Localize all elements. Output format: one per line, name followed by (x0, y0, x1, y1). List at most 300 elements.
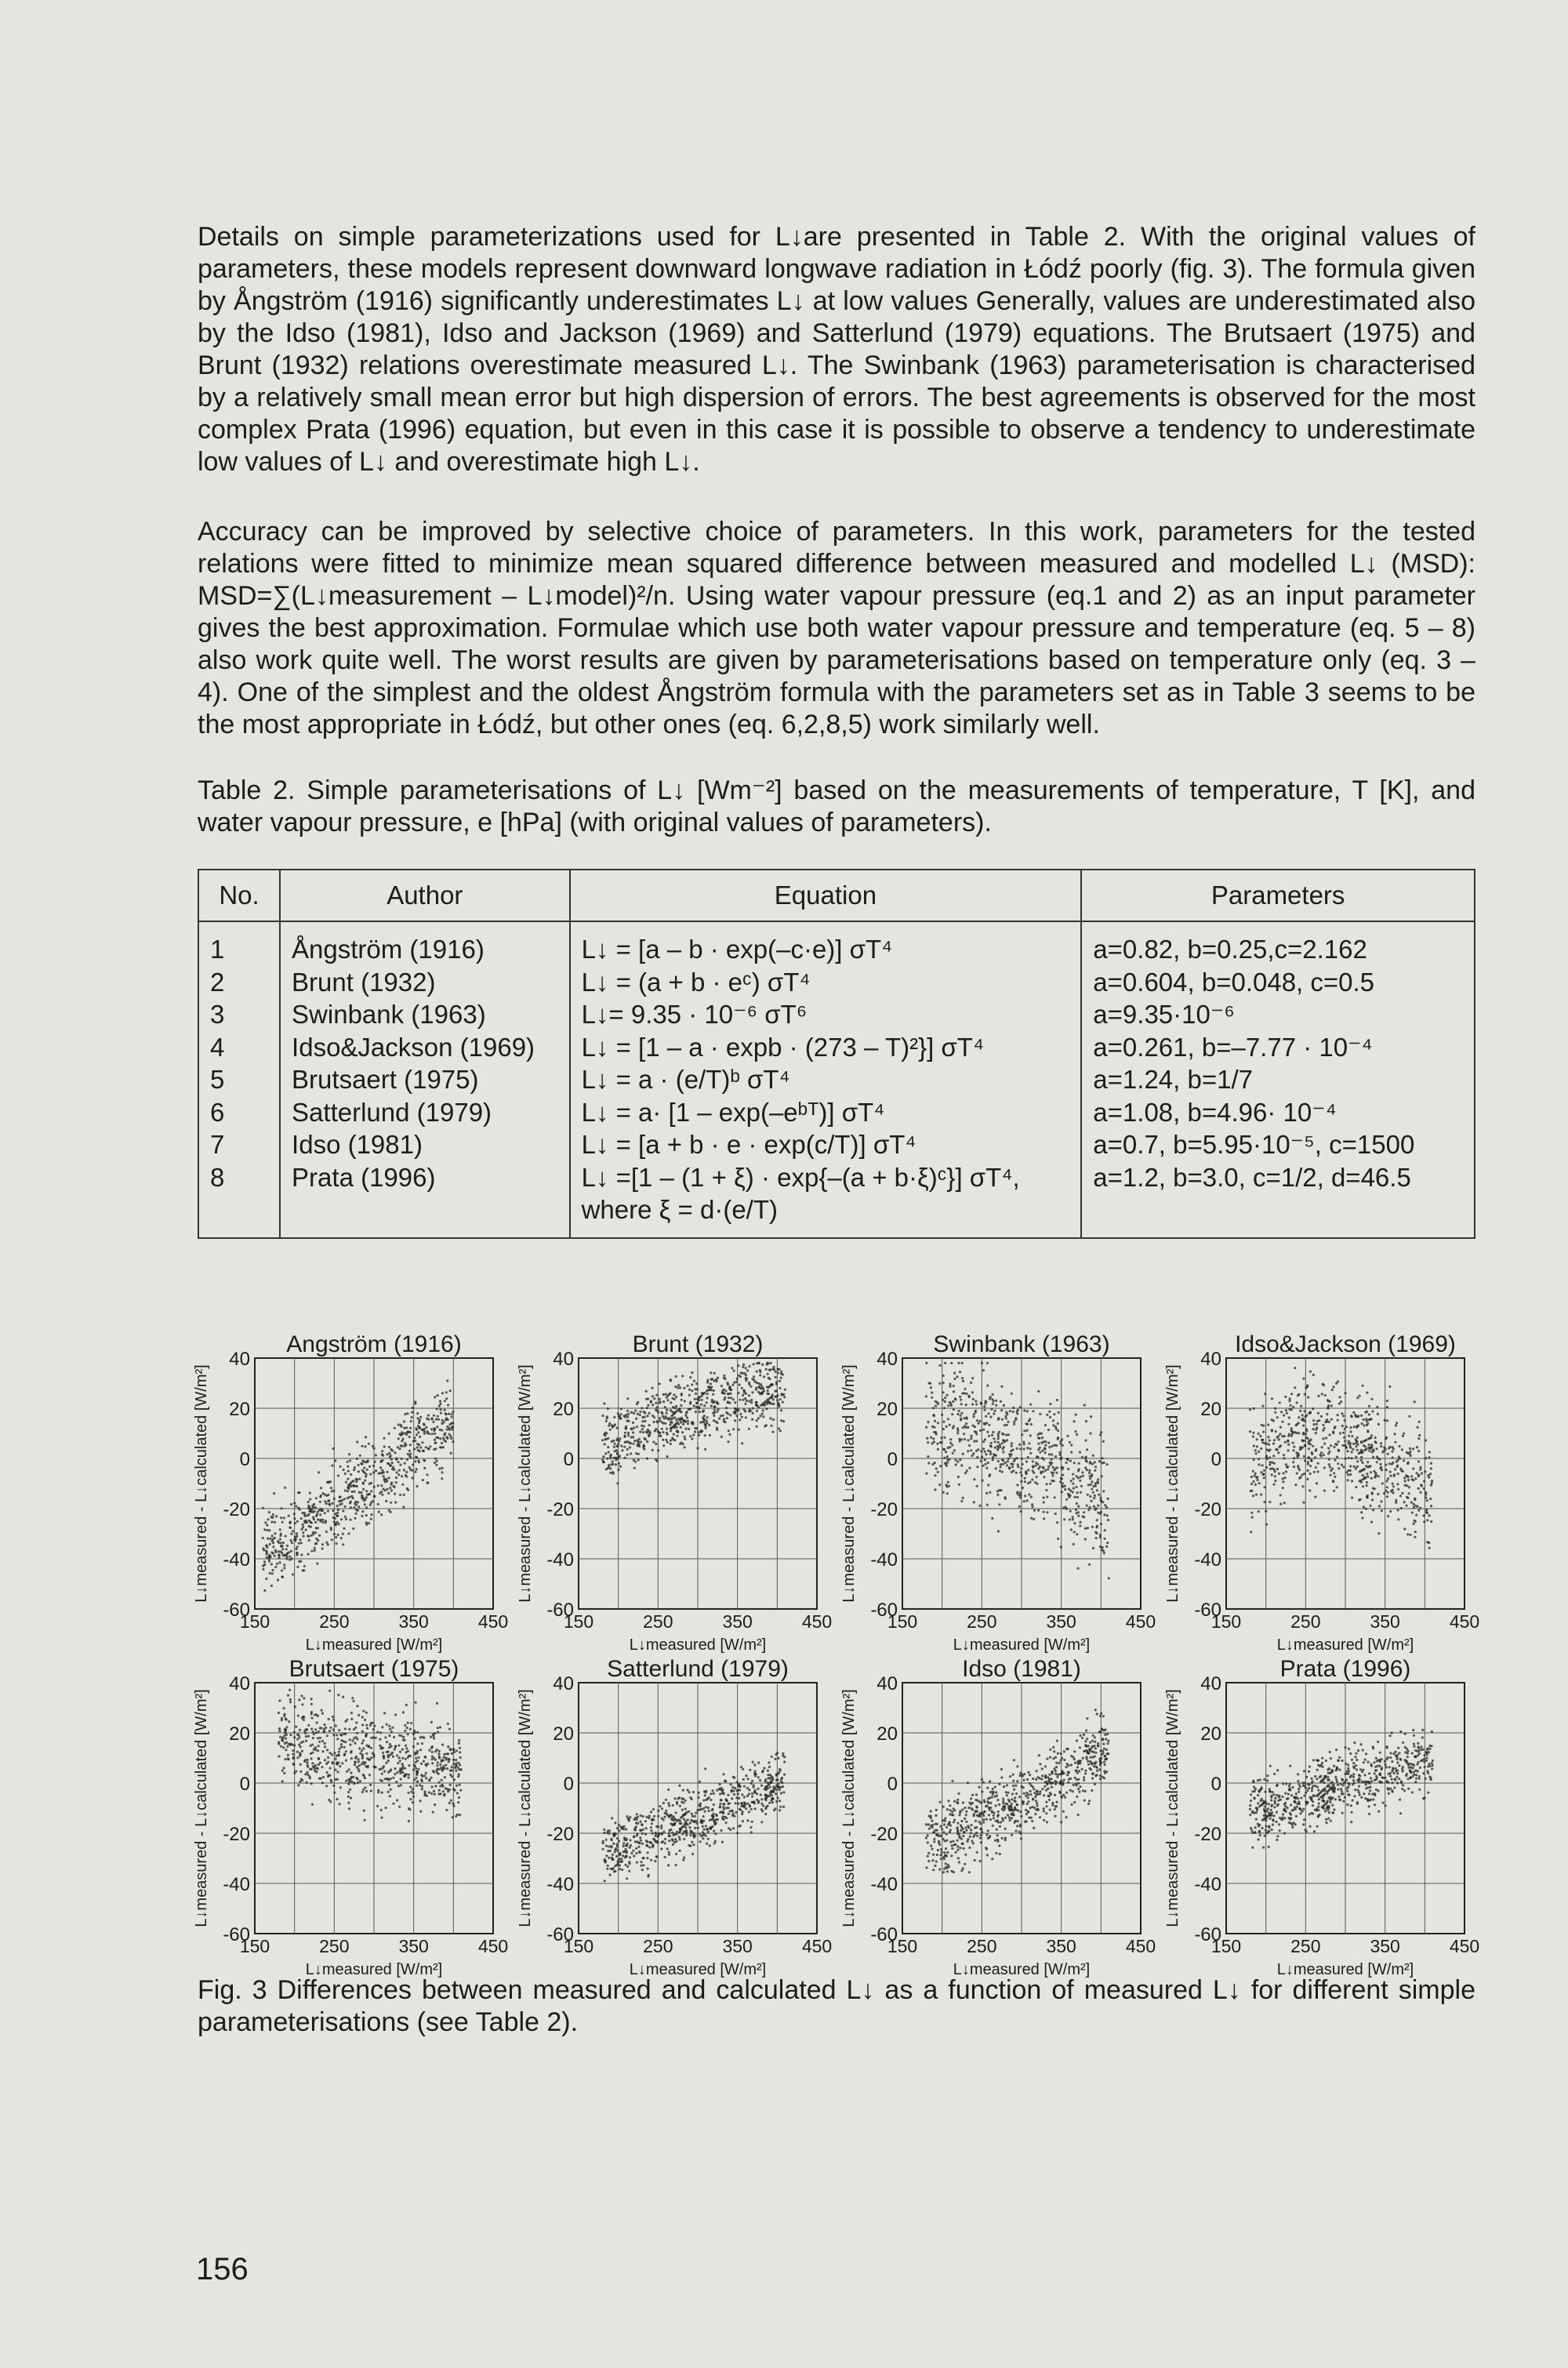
data-point (392, 1803, 394, 1805)
data-point (945, 1451, 947, 1453)
data-point (641, 1832, 644, 1835)
data-point (1041, 1788, 1044, 1790)
data-point (698, 1406, 700, 1408)
data-point (1087, 1752, 1090, 1755)
data-point (614, 1870, 616, 1872)
data-point (956, 1432, 959, 1434)
data-point (664, 1812, 666, 1814)
data-point (1051, 1474, 1054, 1476)
data-point (1069, 1510, 1072, 1513)
row-equation: L↓ = (a + b · eᶜ) σT⁴ (581, 967, 811, 997)
data-point (992, 1403, 994, 1405)
data-point (1012, 1780, 1014, 1782)
data-point (952, 1400, 954, 1403)
data-point (1310, 1460, 1312, 1462)
data-point (646, 1432, 648, 1434)
data-point (386, 1723, 388, 1726)
data-point (300, 1517, 303, 1520)
data-point (1080, 1476, 1082, 1478)
data-point (994, 1410, 996, 1412)
data-point (1000, 1768, 1003, 1771)
data-point (1046, 1414, 1048, 1416)
data-point (441, 1471, 443, 1473)
data-point (1347, 1479, 1349, 1481)
data-point (622, 1845, 625, 1847)
data-point (428, 1779, 430, 1781)
data-point (1375, 1441, 1377, 1444)
data-point (1062, 1794, 1065, 1796)
data-point (1351, 1435, 1353, 1437)
data-point (1329, 1465, 1331, 1468)
data-point (1341, 1444, 1344, 1447)
data-point (619, 1865, 621, 1867)
data-point (1098, 1494, 1100, 1496)
data-point (965, 1829, 967, 1832)
data-point (684, 1800, 687, 1802)
data-point (1352, 1443, 1355, 1445)
data-point (681, 1809, 684, 1811)
data-point (393, 1736, 395, 1738)
data-point (361, 1510, 364, 1513)
data-point (777, 1371, 779, 1374)
data-point (953, 1449, 956, 1451)
data-point (390, 1484, 392, 1486)
data-point (653, 1421, 655, 1423)
data-point (1044, 1451, 1047, 1454)
data-point (1408, 1415, 1410, 1418)
data-point (1288, 1408, 1290, 1411)
data-point (614, 1850, 616, 1853)
data-point (1309, 1371, 1312, 1373)
data-point (1091, 1500, 1093, 1502)
data-point (661, 1807, 663, 1810)
data-point (412, 1792, 415, 1794)
data-point (1294, 1484, 1297, 1486)
data-point (1323, 1454, 1325, 1456)
x-tick-label: 350 (398, 1936, 429, 1956)
data-point (1348, 1444, 1351, 1447)
data-point (709, 1826, 711, 1829)
data-point (1094, 1736, 1096, 1738)
data-point (379, 1492, 381, 1495)
data-point (457, 1767, 459, 1769)
data-point (439, 1726, 441, 1728)
data-point (695, 1382, 698, 1385)
data-point (1004, 1817, 1007, 1819)
data-point (1051, 1778, 1053, 1780)
data-point (1279, 1433, 1281, 1435)
data-point (704, 1425, 706, 1427)
data-point (361, 1463, 363, 1465)
data-point (352, 1527, 354, 1530)
data-point (1026, 1410, 1029, 1412)
data-point (1099, 1545, 1102, 1548)
data-point (1100, 1523, 1102, 1525)
data-point (383, 1770, 386, 1772)
data-point (328, 1718, 330, 1720)
data-point (1252, 1495, 1254, 1497)
data-point (292, 1530, 294, 1532)
data-point (1069, 1518, 1071, 1520)
data-point (1315, 1450, 1317, 1452)
data-point (431, 1758, 434, 1760)
data-point (440, 1760, 442, 1763)
data-point (727, 1393, 729, 1395)
data-point (956, 1429, 959, 1432)
data-point (1036, 1483, 1038, 1485)
data-point (1029, 1404, 1032, 1406)
data-point (951, 1814, 953, 1816)
data-point (767, 1770, 769, 1772)
data-point (397, 1437, 400, 1440)
data-point (262, 1507, 264, 1509)
data-point (441, 1429, 443, 1432)
data-point (1301, 1414, 1304, 1416)
data-point (1088, 1472, 1091, 1474)
data-point (388, 1784, 390, 1786)
data-point (408, 1820, 410, 1822)
data-point (738, 1429, 740, 1431)
data-point (321, 1492, 324, 1495)
data-point (933, 1838, 935, 1840)
data-point (450, 1413, 452, 1415)
data-point (947, 1418, 949, 1420)
data-point (1308, 1443, 1310, 1445)
data-point (1406, 1496, 1408, 1498)
data-point (1282, 1487, 1284, 1489)
data-point (1063, 1759, 1065, 1761)
data-point (686, 1811, 688, 1814)
data-point (317, 1737, 319, 1739)
data-point (1322, 1437, 1324, 1440)
data-point (974, 1834, 976, 1836)
data-point (944, 1818, 946, 1820)
data-point (1094, 1469, 1096, 1472)
data-point (1057, 1774, 1059, 1776)
data-point (941, 1851, 943, 1854)
data-point (1045, 1812, 1047, 1814)
data-point (1013, 1423, 1015, 1426)
data-point (401, 1433, 403, 1436)
data-point (1031, 1503, 1033, 1505)
data-point (749, 1769, 751, 1771)
data-point (1089, 1461, 1091, 1463)
data-point (710, 1371, 712, 1374)
data-point (758, 1386, 760, 1388)
data-point (1409, 1451, 1411, 1453)
data-point (333, 1498, 336, 1500)
data-point (1041, 1450, 1044, 1452)
data-point (275, 1515, 278, 1517)
y-tick-label: -40 (1194, 1549, 1221, 1571)
data-point (693, 1404, 695, 1407)
data-point (938, 1484, 941, 1486)
data-point (979, 1828, 982, 1830)
data-point (408, 1808, 411, 1811)
data-point (1047, 1468, 1049, 1470)
data-point (1007, 1814, 1009, 1816)
data-point (1306, 1478, 1308, 1480)
data-point (720, 1415, 722, 1417)
data-point (448, 1758, 450, 1760)
row-parameters: a=9.35·10⁻⁶ (1093, 1000, 1235, 1029)
data-point (340, 1518, 343, 1520)
data-point (1399, 1468, 1402, 1470)
data-point (757, 1762, 760, 1764)
data-point (1301, 1439, 1304, 1441)
data-point (1380, 1442, 1382, 1444)
data-point (318, 1745, 320, 1747)
data-point (605, 1420, 608, 1422)
data-point (946, 1458, 949, 1461)
data-point (698, 1434, 700, 1436)
data-point (336, 1798, 338, 1800)
data-point (1279, 1503, 1282, 1505)
data-point (284, 1742, 286, 1745)
data-point (285, 1535, 287, 1538)
data-point (616, 1482, 619, 1484)
data-point (735, 1415, 738, 1417)
data-point (1048, 1411, 1051, 1413)
data-point (1037, 1448, 1040, 1451)
data-point (676, 1435, 678, 1437)
data-point (445, 1436, 448, 1438)
data-point (274, 1555, 276, 1557)
data-point (293, 1517, 296, 1520)
data-point (765, 1368, 768, 1371)
data-point (1011, 1834, 1013, 1836)
data-point (459, 1814, 461, 1816)
data-point (1006, 1439, 1008, 1441)
data-point (1076, 1766, 1079, 1768)
data-point (339, 1803, 341, 1805)
data-point (764, 1794, 767, 1796)
data-point (1021, 1474, 1023, 1476)
data-point (291, 1542, 293, 1544)
data-point (332, 1716, 334, 1718)
data-point (1043, 1810, 1045, 1812)
data-point (387, 1779, 390, 1781)
data-point (673, 1797, 676, 1800)
y-tick-label: 40 (877, 1349, 898, 1370)
data-point (1271, 1429, 1273, 1431)
data-point (311, 1803, 314, 1806)
data-point (310, 1534, 313, 1537)
data-point (413, 1778, 416, 1781)
data-point (302, 1531, 304, 1534)
data-point (988, 1424, 990, 1426)
data-point (278, 1561, 281, 1564)
data-point (263, 1528, 266, 1531)
data-point (1025, 1473, 1028, 1475)
data-point (269, 1572, 271, 1574)
data-point (439, 1785, 441, 1787)
data-point (1008, 1466, 1011, 1469)
data-point (1263, 1469, 1265, 1472)
data-point (1332, 1431, 1334, 1433)
data-point (421, 1742, 423, 1745)
table-header-row (198, 870, 1475, 921)
data-point (297, 1715, 299, 1717)
data-point (1355, 1467, 1357, 1469)
data-point (655, 1428, 657, 1430)
data-point (299, 1745, 302, 1748)
data-point (1288, 1400, 1290, 1402)
data-point (699, 1781, 701, 1783)
data-point (292, 1573, 294, 1575)
data-point (1055, 1801, 1058, 1803)
data-point (456, 1814, 459, 1816)
data-point (301, 1703, 303, 1705)
data-point (453, 1751, 456, 1753)
data-point (311, 1762, 314, 1764)
data-point (1260, 1447, 1262, 1450)
data-point (699, 1803, 701, 1806)
data-point (426, 1418, 428, 1420)
data-point (680, 1426, 682, 1429)
row-equation: L↓ = [a + b · e · exp(c/T)] σT⁴ (581, 1130, 916, 1159)
data-point (684, 1428, 687, 1430)
data-point (1040, 1471, 1042, 1473)
y-tick-label: -40 (223, 1549, 250, 1571)
data-point (741, 1813, 743, 1815)
x-axis-label: L↓measured [W/m²] (1276, 1636, 1414, 1654)
data-point (1265, 1510, 1267, 1513)
data-point (432, 1811, 434, 1814)
data-point (1064, 1488, 1066, 1491)
data-point (1366, 1424, 1368, 1426)
data-point (1087, 1509, 1090, 1511)
data-point (394, 1773, 396, 1775)
y-tick-label: 20 (553, 1723, 574, 1745)
data-point (1033, 1788, 1035, 1790)
data-point (713, 1406, 716, 1408)
data-point (1360, 1415, 1363, 1417)
data-point (1063, 1779, 1065, 1781)
data-point (284, 1731, 286, 1733)
data-point (681, 1417, 683, 1419)
data-point (1001, 1442, 1004, 1444)
data-point (1267, 1436, 1269, 1438)
data-point (1416, 1446, 1418, 1448)
row-author: Prata (1996) (292, 1162, 436, 1192)
data-point (414, 1402, 416, 1404)
data-point (310, 1727, 313, 1730)
data-point (1024, 1480, 1026, 1483)
data-point (426, 1473, 428, 1476)
data-point (381, 1726, 383, 1728)
data-point (1428, 1451, 1431, 1453)
data-point (639, 1821, 641, 1823)
data-point (376, 1731, 379, 1733)
data-point (455, 1759, 457, 1761)
data-point (387, 1433, 390, 1435)
data-point (380, 1513, 383, 1516)
data-point (958, 1861, 960, 1863)
data-point (673, 1398, 676, 1400)
scatter-panel (193, 1331, 508, 1654)
data-point (677, 1384, 680, 1386)
data-point (927, 1441, 929, 1444)
data-point (645, 1816, 648, 1818)
data-point (321, 1521, 324, 1524)
data-point (978, 1786, 980, 1789)
data-point (286, 1745, 289, 1748)
data-point (1051, 1772, 1054, 1774)
data-point (1032, 1798, 1034, 1800)
data-point (350, 1473, 352, 1476)
data-point (424, 1756, 426, 1759)
data-point (1076, 1778, 1078, 1781)
data-point (976, 1807, 978, 1809)
data-point (314, 1506, 317, 1509)
data-point (974, 1859, 976, 1861)
data-point (287, 1754, 289, 1756)
data-point (925, 1823, 927, 1825)
data-point (281, 1575, 283, 1578)
data-point (660, 1847, 662, 1850)
data-point (1000, 1465, 1002, 1468)
data-point (1048, 1799, 1051, 1801)
data-point (265, 1549, 267, 1552)
data-point (431, 1418, 434, 1420)
data-point (373, 1495, 376, 1498)
data-point (763, 1390, 765, 1393)
data-point (754, 1770, 757, 1772)
data-point (1046, 1511, 1048, 1513)
data-point (609, 1874, 612, 1876)
data-point (1365, 1508, 1367, 1510)
data-point (1428, 1542, 1430, 1544)
data-point (985, 1833, 988, 1836)
data-point (302, 1716, 304, 1718)
y-tick-label: 0 (563, 1774, 574, 1795)
data-point (1089, 1741, 1091, 1744)
data-point (777, 1778, 779, 1781)
data-point (459, 1747, 461, 1749)
data-point (1369, 1465, 1371, 1467)
data-point (650, 1859, 652, 1861)
data-point (395, 1476, 397, 1479)
row-equation: L↓ = [1 – a · expb · (273 – T)²}] σT⁴ (581, 1032, 985, 1062)
data-point (365, 1476, 367, 1478)
data-point (931, 1442, 934, 1444)
data-point (665, 1393, 667, 1396)
data-point (985, 1401, 987, 1404)
data-point (1070, 1451, 1073, 1454)
data-point (319, 1519, 321, 1521)
data-point (734, 1419, 736, 1422)
data-point (364, 1498, 366, 1501)
data-point (1375, 1473, 1377, 1476)
data-point (1363, 1418, 1365, 1421)
data-point (957, 1792, 960, 1795)
data-point (401, 1763, 404, 1765)
data-point (1430, 1467, 1432, 1469)
data-point (1049, 1483, 1051, 1485)
data-point (364, 1445, 366, 1447)
data-point (409, 1444, 412, 1446)
data-point (784, 1389, 786, 1391)
data-point (995, 1791, 997, 1793)
data-point (767, 1774, 769, 1776)
data-point (395, 1781, 397, 1783)
data-point (956, 1461, 959, 1463)
data-point (618, 1415, 620, 1417)
data-point (989, 1491, 991, 1494)
data-point (340, 1537, 343, 1539)
data-point (992, 1456, 994, 1458)
